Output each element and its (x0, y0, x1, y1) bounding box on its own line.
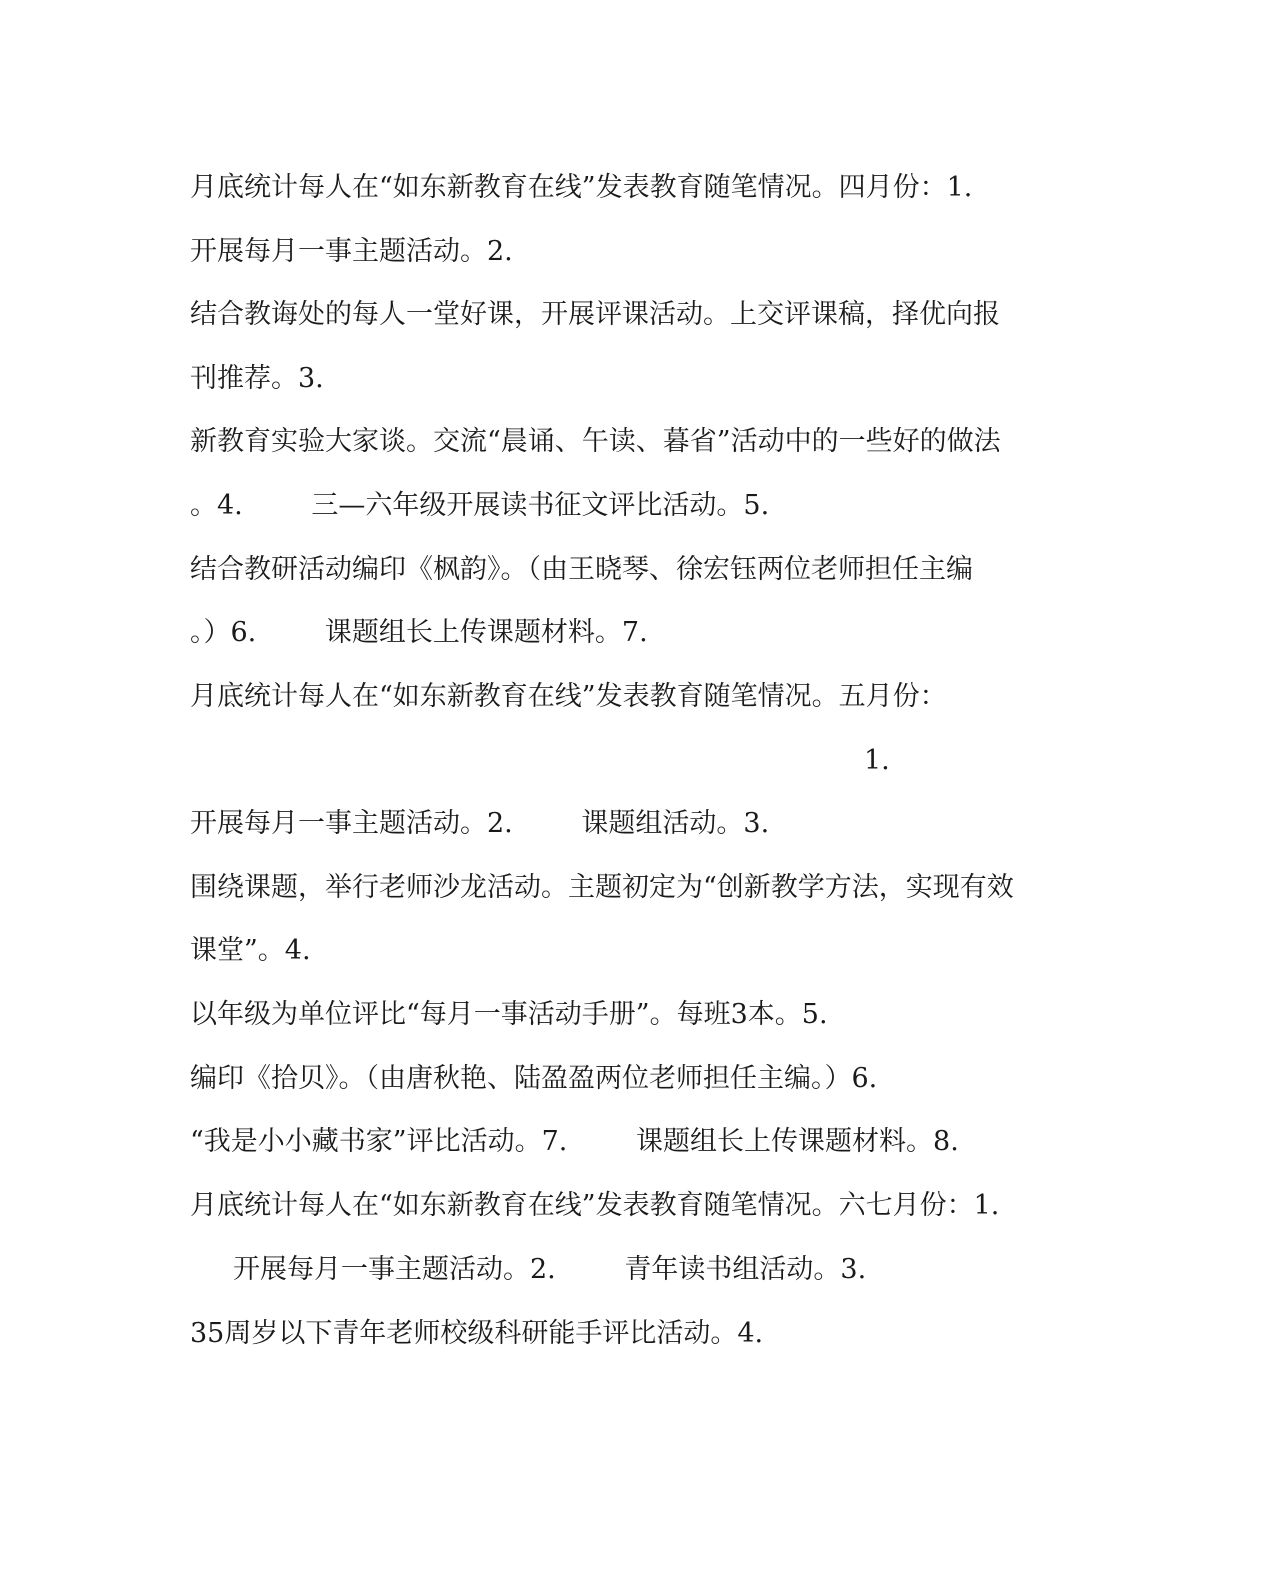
text-line: 编印《拾贝》。（由唐秋艳、陆盈盈两位老师担任主编。）6. (190, 1063, 878, 1094)
text-line: 刊推荐。3. (190, 363, 324, 394)
text-line: 月底统计每人在“如东新教育在线”发表教育随笔情况。六七月份：1. (190, 1190, 1000, 1221)
text-line: 开展每月一事主题活动。2. 青年读书组活动。3. (233, 1254, 867, 1285)
text-line: 结合教研活动编印《枫韵》。（由王晓琴、徐宏钰两位老师担任主编 (190, 554, 973, 585)
text-line: 。4. 三—六年级开展读书征文评比活动。5. (190, 490, 770, 521)
text-line: 开展每月一事主题活动。2. 课题组活动。3. (190, 808, 770, 839)
text-line: 课堂”。4. (190, 935, 311, 966)
text-line: 结合教诲处的每人一堂好课，开展评课活动。上交评课稿，择优向报 (190, 299, 1000, 330)
text-line: 。）6. 课题组长上传课题材料。7. (190, 617, 648, 648)
text-line: 月底统计每人在“如东新教育在线”发表教育随笔情况。四月份：1. (190, 172, 973, 203)
text-line: 1. (864, 745, 890, 776)
text-line: 35周岁以下青年老师校级科研能手评比活动。4. (190, 1318, 764, 1349)
text-line: 新教育实验大家谈。交流“晨诵、午读、暮省”活动中的一些好的做法 (190, 426, 1001, 457)
text-line: 以年级为单位评比“每月一事活动手册”。每班3本。5. (190, 999, 828, 1030)
text-line: 月底统计每人在“如东新教育在线”发表教育随笔情况。五月份： (190, 681, 947, 712)
text-line: 开展每月一事主题活动。2. (190, 236, 513, 267)
text-line: “我是小小藏书家”评比活动。7. 课题组长上传课题材料。8. (190, 1126, 959, 1157)
text-line: 围绕课题，举行老师沙龙活动。主题初定为“创新教学方法，实现有效 (190, 872, 1014, 903)
